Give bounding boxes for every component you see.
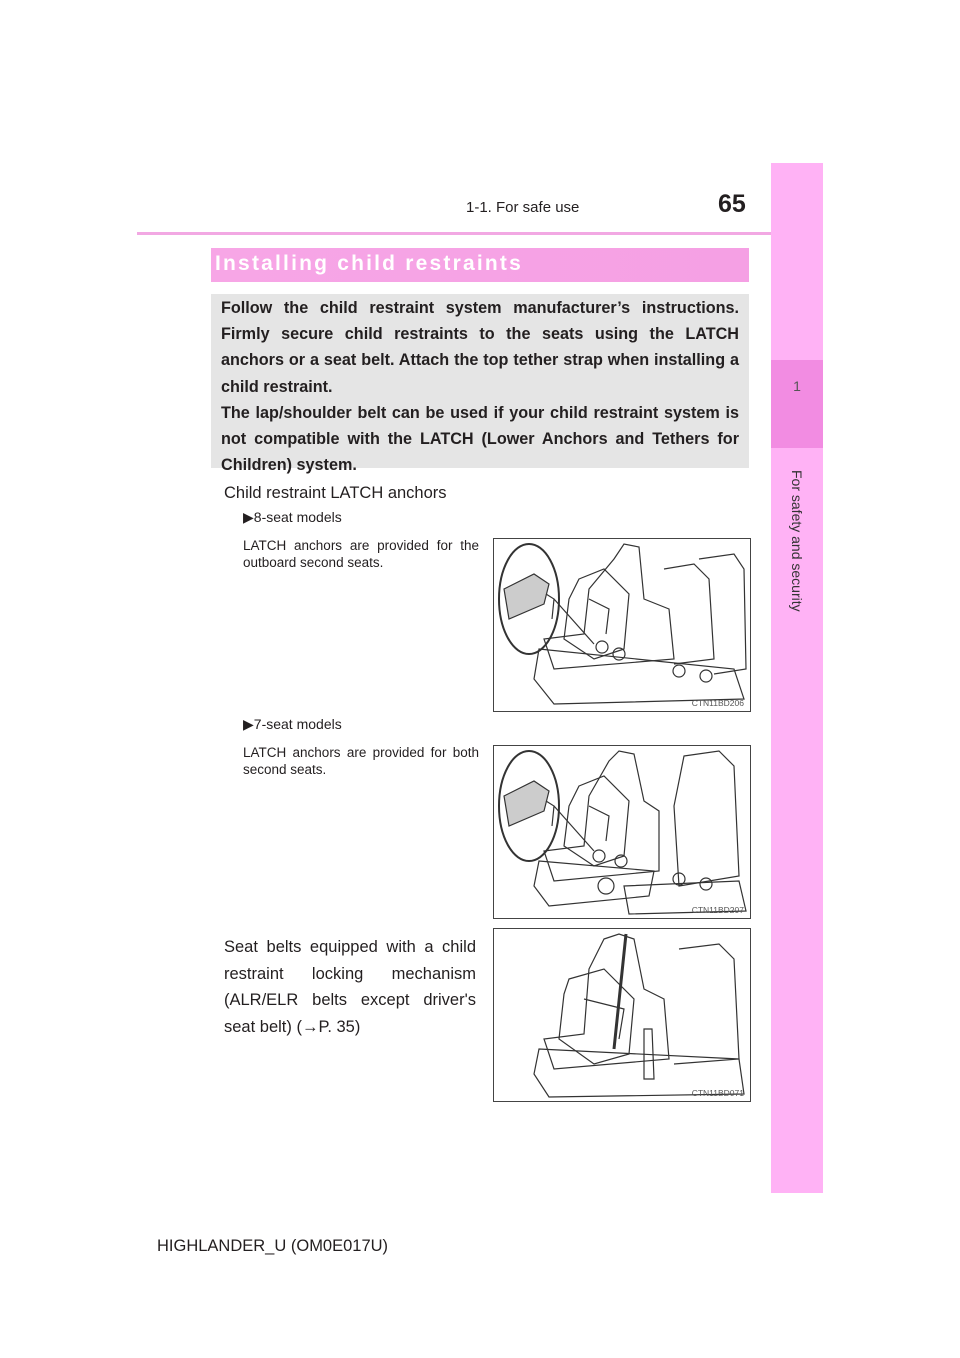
footer-model-code: HIGHLANDER_U (OM0E017U) <box>157 1237 389 1255</box>
bullet-label: 8-seat models <box>253 509 342 525</box>
bullet-7-seat <box>243 716 342 733</box>
header-divider <box>137 232 823 235</box>
figure-seatbelt-restraint <box>493 928 751 1102</box>
chapter-side-tab <box>771 163 823 1193</box>
seat-illustration-7-seat <box>494 746 750 918</box>
triangle-bullet-icon: ▶ <box>243 716 254 732</box>
page-number: 65 <box>718 190 746 218</box>
bullet-8-seat <box>243 509 342 526</box>
model-description-7-seat: LATCH anchors are provided for both second seats. <box>243 745 479 777</box>
seat-illustration-8-seat <box>494 539 750 711</box>
chapter-label: For safety and security <box>789 470 805 612</box>
section-heading: 1-1. For safe use <box>466 199 580 216</box>
seatbelt-description: Seat belts equipped with a child restraint locking mechanism (ALR/ELR belts except driver's seat belt) (→P. 35) <box>224 938 476 1036</box>
triangle-bullet-icon: ▶ <box>243 509 254 525</box>
figure-code: CTN11BD071 <box>691 1088 744 1098</box>
intro-paragraph-1: Follow the child restraint system manufacturer’s instructions. Firmly secure child restraints to the seats using the LATCH anchors or a seat belt. Attach the top tether strap when installing a child restraint. <box>221 299 739 396</box>
figure-8-seat-latch <box>493 538 751 712</box>
intro-paragraph-2: The lap/shoulder belt can be used if your child restraint system is not compatible with the LATCH (Lower Anchors and Tethers for Children) system. <box>221 403 739 475</box>
figure-code: CTN11BD206 <box>691 698 744 708</box>
page-title: Installing child restraints <box>215 252 523 275</box>
seat-illustration-seatbelt <box>494 929 750 1101</box>
intro-box <box>211 294 749 475</box>
bullet-label: 7-seat models <box>253 716 342 732</box>
model-description-8-seat: LATCH anchors are provided for the outboard second seats. <box>243 538 479 570</box>
figure-code: CTN11BD207 <box>691 905 744 915</box>
chapter-number: 1 <box>793 378 801 394</box>
chapter-tab-highlight <box>771 360 823 448</box>
latch-heading: Child restraint LATCH anchors <box>224 484 447 502</box>
section-title-bar <box>211 248 749 282</box>
figure-7-seat-latch <box>493 745 751 919</box>
